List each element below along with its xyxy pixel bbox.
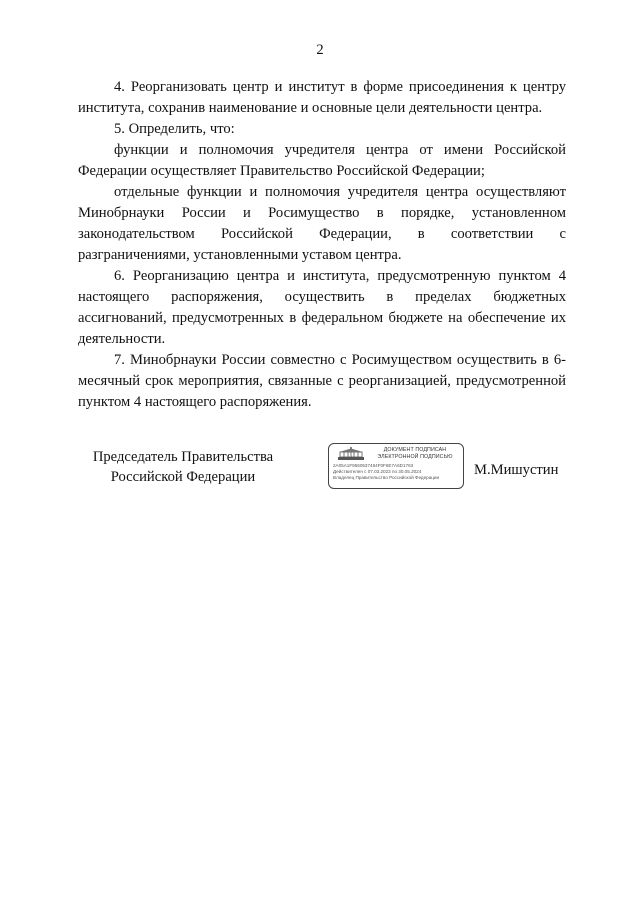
paragraph-item-6: 6. Реорганизацию центра и института, предусмотренную пунктом 4 настоящего распоряжения, осуществить в пределах бюджетных ассигнований, предусмотренных в федеральном бюджете на обеспечение их деятельности. (78, 268, 566, 347)
stamp-title (371, 447, 459, 460)
paragraph-item-7: 7. Минобрнауки России совместно с Росимуществом осуществить в 6-месячный срок мероприятия, связанные с реорганизацией, предусмотренной пунктом 4 настоящего распоряжения. (78, 352, 566, 410)
paragraph-item-5: 5. Определить, что: (114, 121, 235, 137)
page-number: 2 (316, 42, 324, 58)
signatory-position-line2: Российской Федерации (110, 469, 256, 485)
stamp-validity: Действителен с 07.03.2023 по 30.05.2024 (333, 469, 422, 474)
signatory-position-line1: Председатель Правительства (92, 449, 274, 465)
stamp-title-line1: ДОКУМЕНТ ПОДПИСАН (383, 447, 447, 453)
stamp-title-line2: ЭЛЕКТРОННОЙ ПОДПИСЬЮ (377, 453, 453, 460)
paragraph-item-5-separate-functions: отдельные функции и полномочия учредителя центра осуществляют Минобрнауки России и Росимущество в порядке, установленном законодательством Российской Федерации, в соответствии с разграничениями, установленными уставом центра. (78, 184, 566, 263)
document-body (78, 77, 566, 413)
stamp-details (333, 463, 461, 481)
signatory-name: М.Мишустин (474, 462, 559, 478)
signatory-position (78, 447, 288, 487)
paragraph-item-5-founder-functions: функции и полномочия учредителя центра от имени Российской Федерации осуществляет Правительство Российской Федерации; (78, 142, 566, 179)
paragraph-item-4: 4. Реорганизовать центр и институт в форме присоединения к центру института, сохранив наименование и основные цели деятельности центра. (78, 79, 566, 116)
stamp-certificate: 2A05A1F9560537464F0F6E7A6D1763 (333, 463, 414, 468)
stamp-owner: Владелец Правительство Российской Федерации (333, 475, 440, 480)
government-building-emblem-icon (337, 447, 365, 461)
electronic-signature-stamp (328, 443, 464, 489)
signature-block (0, 443, 640, 503)
stamp-header (329, 446, 463, 462)
